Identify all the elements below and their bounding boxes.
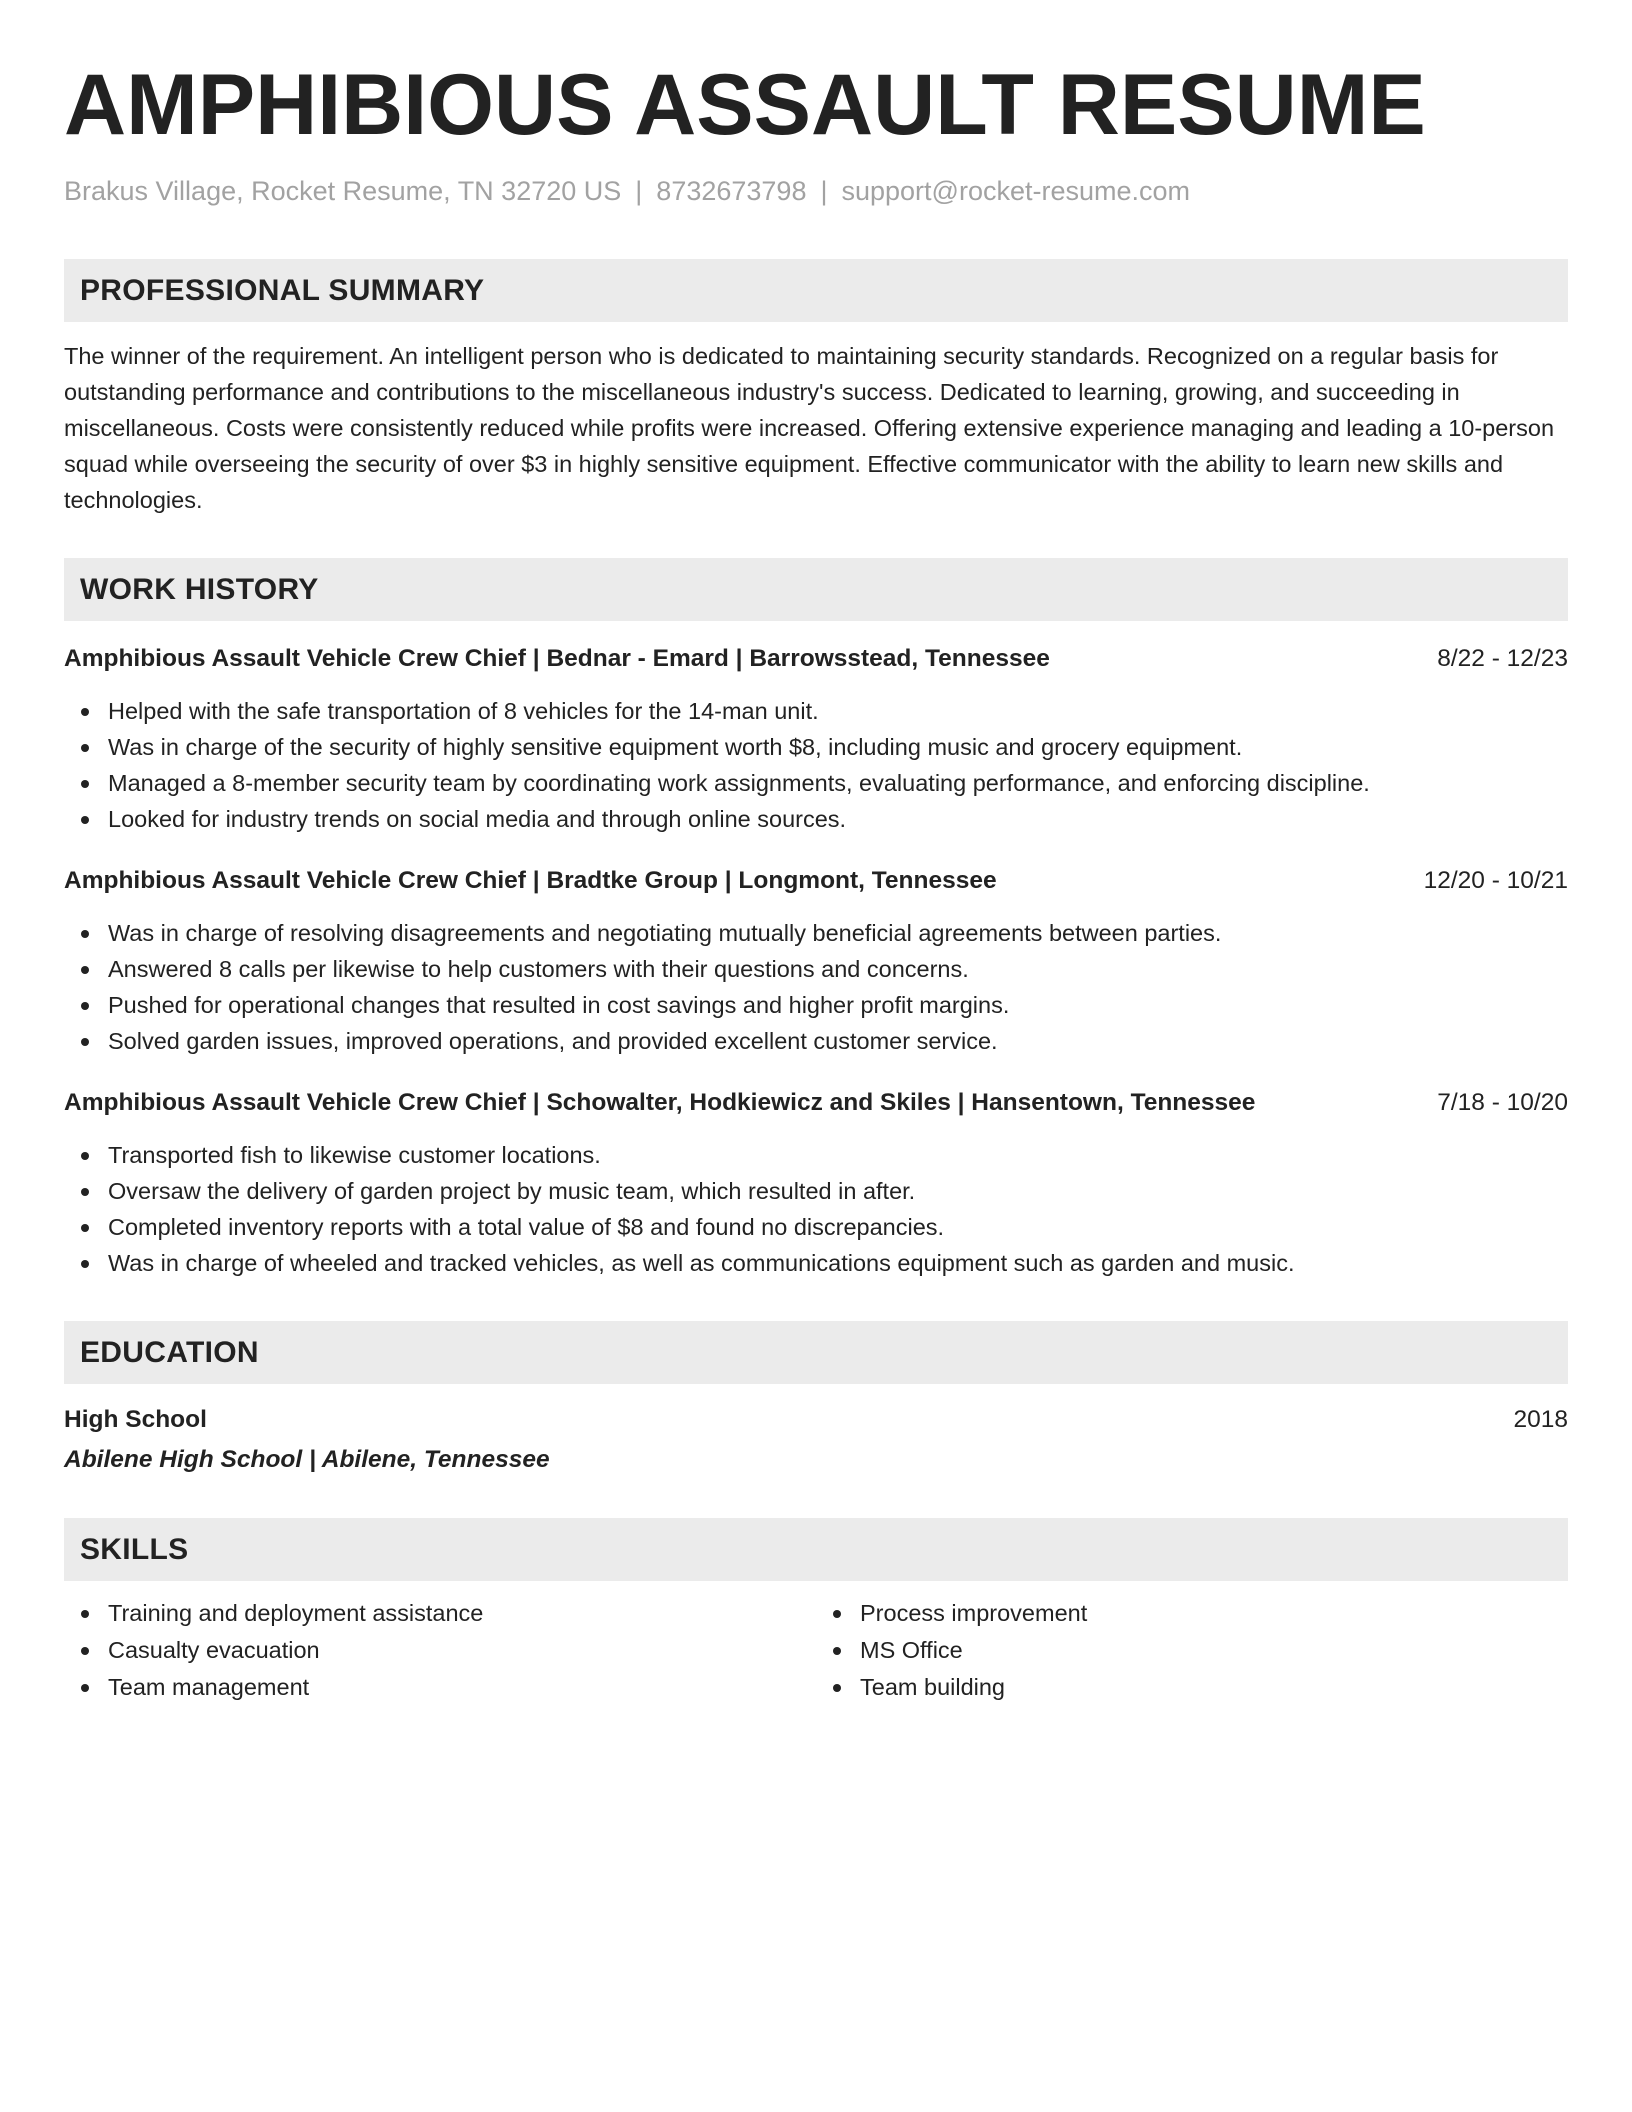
education-year: 2018 [1513, 1406, 1568, 1433]
section-header-work-history: WORK HISTORY [64, 558, 1568, 621]
section-header-summary: PROFESSIONAL SUMMARY [64, 259, 1568, 322]
job-entry [64, 641, 1568, 837]
education-school: Abilene High School | Abilene, Tennessee [64, 1446, 550, 1473]
contact-separator: | [820, 176, 828, 206]
contact-email: support@rocket-resume.com [841, 176, 1191, 206]
job-bullets [64, 915, 1568, 1059]
contact-address: Brakus Village, Rocket Resume, TN 32720 US [64, 176, 622, 206]
job-entry [64, 863, 1568, 1059]
contact-separator: | [635, 176, 643, 206]
skill-item: Team management [108, 1669, 816, 1706]
job-bullets [64, 1137, 1568, 1281]
job-header [64, 1085, 1568, 1121]
job-bullet: Helped with the safe transportation of 8 vehicles for the 14-man unit. [108, 693, 1568, 729]
skills-list [64, 1595, 1568, 1706]
section-header-education: EDUCATION [64, 1321, 1568, 1384]
job-title: Amphibious Assault Vehicle Crew Chief | Bednar - Emard | Barrowsstead, Tennessee [64, 645, 1050, 672]
job-bullet: Oversaw the delivery of garden project by music team, which resulted in after. [108, 1173, 1568, 1209]
job-dates: 12/20 - 10/21 [1423, 867, 1568, 894]
job-bullet: Was in charge of resolving disagreements and negotiating mutually beneficial agreements between parties. [108, 915, 1568, 951]
skill-item: Casualty evacuation [108, 1632, 816, 1669]
job-entry [64, 1085, 1568, 1281]
education-header [64, 1402, 1568, 1438]
skill-item: Process improvement [860, 1595, 1568, 1632]
job-bullet: Looked for industry trends on social media and through online sources. [108, 801, 1568, 837]
job-bullet: Pushed for operational changes that resulted in cost savings and higher profit margins. [108, 987, 1568, 1023]
job-title: Amphibious Assault Vehicle Crew Chief | Schowalter, Hodkiewicz and Skiles | Hansentown, Tennessee [64, 1089, 1256, 1116]
job-bullet: Transported fish to likewise customer locations. [108, 1137, 1568, 1173]
job-bullet: Was in charge of wheeled and tracked vehicles, as well as communications equipment such as garden and music. [108, 1245, 1568, 1281]
summary-text: The winner of the requirement. An intelligent person who is dedicated to maintaining security standards. Recognized on a regular basis for outstanding performance and contributions to the miscellaneous industry's success. Dedicated to learning, growing, and succeeding in miscellaneous. Costs were consistently reduced while profits were increased. Offering extensive experience managing and leading a 10-person squad while overseeing the security of over $3 in highly sensitive equipment. Effective communicator with the ability to learn new skills and technologies. [64, 343, 1555, 513]
job-bullet: Was in charge of the security of highly sensitive equipment worth $8, including music and grocery equipment. [108, 729, 1568, 765]
contact-line [64, 173, 1568, 209]
skill-item: Team building [860, 1669, 1568, 1706]
job-dates: 7/18 - 10/20 [1437, 1089, 1568, 1116]
job-bullet: Completed inventory reports with a total value of $8 and found no discrepancies. [108, 1209, 1568, 1245]
job-bullet: Solved garden issues, improved operations, and provided excellent customer service. [108, 1023, 1568, 1059]
contact-phone: 8732673798 [656, 176, 807, 206]
skill-item: Training and deployment assistance [108, 1595, 816, 1632]
education-entry [64, 1402, 1568, 1478]
section-header-skills: SKILLS [64, 1518, 1568, 1581]
job-bullet: Answered 8 calls per likewise to help customers with their questions and concerns. [108, 951, 1568, 987]
job-header [64, 863, 1568, 899]
skills-column-left [64, 1595, 816, 1706]
education-degree: High School [64, 1406, 207, 1433]
skills-column-right [816, 1595, 1568, 1706]
job-header [64, 641, 1568, 677]
job-dates: 8/22 - 12/23 [1437, 645, 1568, 672]
job-bullet: Managed a 8-member security team by coordinating work assignments, evaluating performance, and enforcing discipline. [108, 765, 1568, 801]
job-title: Amphibious Assault Vehicle Crew Chief | Bradtke Group | Longmont, Tennessee [64, 867, 997, 894]
skill-item: MS Office [860, 1632, 1568, 1669]
job-bullets [64, 693, 1568, 837]
resume-title: AMPHIBIOUS ASSAULT RESUME [64, 57, 1426, 153]
